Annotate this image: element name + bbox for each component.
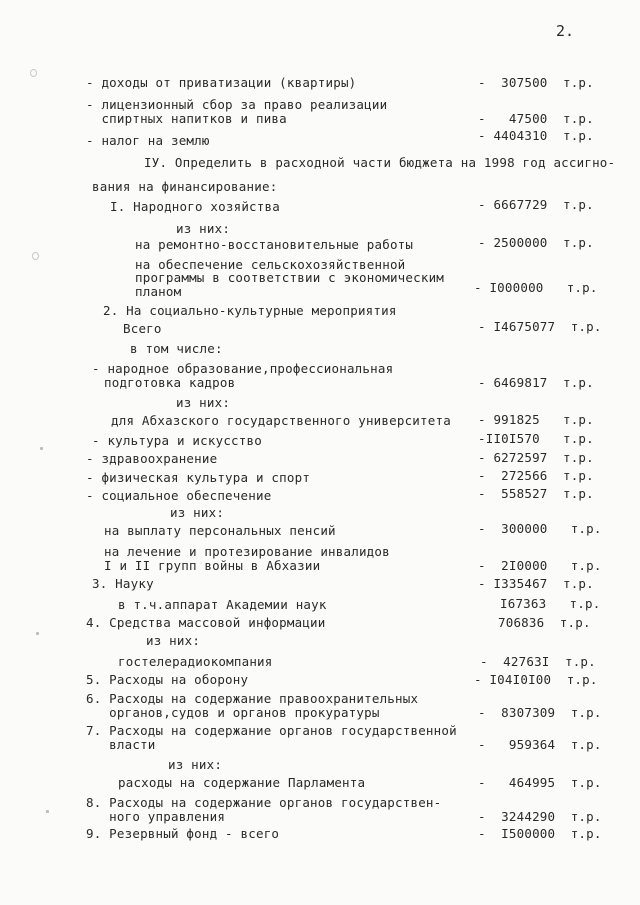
doc-line: на выплату персональных пенсий: [104, 523, 336, 538]
doc-line: Всего: [123, 321, 162, 336]
doc-line: - лицензионный сбор за право реализации: [86, 97, 388, 112]
doc-line: І и ІІ групп войны в Абхазии: [104, 558, 321, 573]
line-amount: - 6667729 т.р.: [478, 197, 594, 212]
doc-line: гостелерадиокомпания: [118, 654, 273, 669]
line-amount: - 464995 т.р.: [478, 775, 602, 790]
line-amount: - 300000 т.р.: [478, 521, 602, 536]
doc-line: из них:: [146, 633, 201, 648]
doc-line: на обеспечение сельскохозяйственной: [135, 257, 406, 272]
line-amount: - І4675077 т.р.: [478, 319, 602, 334]
doc-line: 9. Резервный фонд - всего: [86, 826, 280, 841]
line-amount: - 991825 т.р.: [478, 412, 594, 427]
line-amount: - І500000 т.р.: [478, 826, 602, 841]
doc-line: в т.ч.аппарат Академии наук: [118, 597, 327, 612]
line-amount: - 959364 т.р.: [478, 737, 602, 752]
doc-line: 3. Науку: [92, 576, 154, 591]
margin-speck: [40, 447, 43, 450]
doc-line: органов,судов и органов прокуратуры: [86, 705, 380, 720]
doc-line: - культура и искусство: [92, 433, 262, 448]
line-amount: - 2500000 т.р.: [478, 235, 594, 250]
line-amount: - 558527 т.р.: [478, 486, 594, 501]
doc-line: - народное образование,профессиональная: [92, 361, 394, 376]
doc-line: программы в соответствии с экономическим: [135, 270, 445, 285]
page-number: 2.: [556, 22, 575, 40]
doc-line: ного управления: [86, 809, 226, 824]
doc-line: расходы на содержание Парламента: [118, 775, 366, 790]
doc-line: из них:: [176, 395, 231, 410]
doc-line: в том числе:: [130, 341, 223, 356]
doc-line: - здравоохранение: [86, 451, 218, 466]
doc-line: - доходы от приватизации (квартиры): [86, 75, 357, 90]
doc-line: - налог на землю: [86, 133, 210, 148]
line-amount: -ІІ0І570 т.р.: [478, 431, 594, 446]
margin-speck: [36, 632, 39, 635]
doc-line: планом: [135, 284, 182, 299]
doc-line: 4. Средства массовой информации: [86, 615, 326, 630]
doc-line: - социальное обеспечение: [86, 488, 272, 503]
doc-line: 7. Расходы на содержание органов государственной: [86, 723, 457, 738]
punch-hole-mark: [30, 69, 37, 77]
line-amount: І67363 т.р.: [500, 596, 601, 611]
doc-line: из них:: [170, 505, 225, 520]
line-amount: - 8307309 т.р.: [478, 705, 602, 720]
line-amount: - 47500 т.р.: [478, 111, 594, 126]
doc-line: 6. Расходы на содержание правоохранительных: [86, 691, 419, 706]
line-amount: - І000000 т.р.: [474, 280, 598, 295]
line-amount: - 272566 т.р.: [478, 468, 594, 483]
punch-hole-mark: [32, 252, 39, 260]
doc-line: 5. Расходы на оборону: [86, 672, 249, 687]
line-amount: - 2І0000 т.р.: [478, 558, 602, 573]
doc-line: на ремонтно-восстановительные работы: [135, 237, 414, 252]
line-amount: 706836 т.р.: [498, 615, 591, 630]
doc-line: из них:: [168, 757, 223, 772]
doc-line: подготовка кадров: [104, 375, 236, 390]
line-amount: - 3244290 т.р.: [478, 809, 602, 824]
doc-line: ІУ. Определить в расходной части бюджета на 1998 год ассигно-: [144, 155, 616, 170]
doc-line: власти: [86, 737, 156, 752]
line-amount: - І04І0І00 т.р.: [474, 672, 598, 687]
margin-speck: [46, 810, 49, 813]
doc-line: на лечение и протезирование инвалидов: [104, 544, 390, 559]
doc-line: для Абхазского государственного университета: [111, 413, 451, 428]
doc-line: 8. Расходы на содержание органов государствен-: [86, 795, 442, 810]
line-amount: - І335467 т.р.: [478, 576, 594, 591]
doc-line: спиртных напитков и пива: [86, 111, 287, 126]
doc-line: 2. На социально-культурные мероприятия: [103, 303, 397, 318]
line-amount: - 6272597 т.р.: [478, 450, 594, 465]
line-amount: - 4404310 т.р.: [478, 128, 594, 143]
line-amount: - 6469817 т.р.: [478, 375, 594, 390]
line-amount: - 307500 т.р.: [478, 75, 594, 90]
line-amount: - 42763І т.р.: [480, 654, 596, 669]
doc-line: І. Народного хозяйства: [110, 199, 280, 214]
doc-line: из них:: [176, 221, 231, 236]
doc-line: - физическая культура и спорт: [86, 470, 311, 485]
doc-line: вания на финансирование:: [92, 179, 278, 194]
